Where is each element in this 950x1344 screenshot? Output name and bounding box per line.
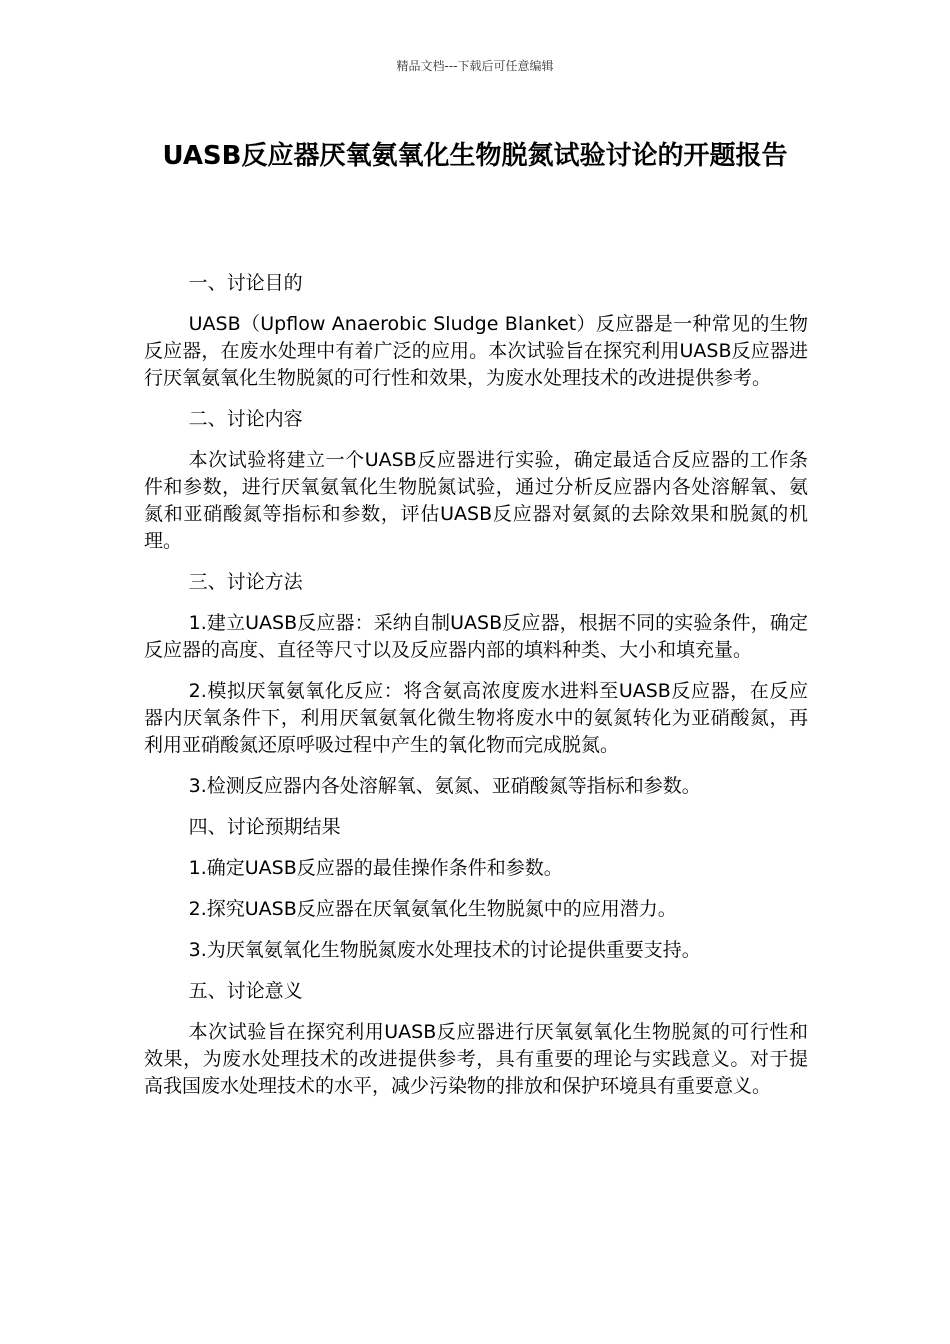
paragraph: 3.为厌氧氨氧化生物脱氮废水处理技术的讨论提供重要支持。 <box>188 939 701 961</box>
document-title: UASB反应器厌氧氨氧化生物脱氮试验讨论的开题报告 <box>162 141 788 171</box>
section-heading: 五、讨论意义 <box>188 980 303 1002</box>
paragraph: UASB（Upflow Anaerobic Sludge Blanket）反应器是一种常见的生物反应器，在废水处理中有着广泛的应用。本次试验旨在探究利用UASB反应器进行厌氧氨氧化生物脱氮的可行性和效果，为废水处理技术的改进提供参考。 <box>144 313 808 389</box>
section-significance <box>144 978 808 1100</box>
section-heading: 四、讨论预期结果 <box>188 816 341 838</box>
section-heading: 一、讨论目的 <box>188 272 303 294</box>
paragraph: 本次试验将建立一个UASB反应器进行实验，确定最适合反应器的工作条件和参数，进行厌氧氨氧化生物脱氮试验，通过分析反应器内各处溶解氧、氨氮和亚硝酸氮等指标和参数，评估UASB反应器对氨氮的去除效果和脱氮的机理。 <box>144 449 808 552</box>
paragraph: 本次试验旨在探究利用UASB反应器进行厌氧氨氧化生物脱氮的可行性和效果，为废水处理技术的改进提供参考，具有重要的理论与实践意义。对于提高我国废水处理技术的水平，减少污染物的排放和保护环境具有重要意义。 <box>144 1021 808 1097</box>
header-note: 精品文档---下载后可任意编辑 <box>396 59 554 73</box>
paragraph: 2.探究UASB反应器在厌氧氨氧化生物脱氮中的应用潜力。 <box>188 898 677 920</box>
document-body <box>144 270 808 1114</box>
section-purpose <box>144 270 808 392</box>
section-expected-results <box>144 814 808 964</box>
section-heading: 三、讨论方法 <box>188 571 303 593</box>
paragraph: 2.模拟厌氧氨氧化反应：将含氨高浓度废水进料至UASB反应器，在反应器内厌氧条件下，利用厌氧氨氧化微生物将废水中的氨氮转化为亚硝酸氮，再利用亚硝酸氮还原呼吸过程中产生的氧化物而完成脱氮。 <box>144 680 808 756</box>
section-heading: 二、讨论内容 <box>188 408 303 430</box>
section-content <box>144 406 808 555</box>
paragraph: 1.建立UASB反应器：采纳自制UASB反应器，根据不同的实验条件，确定反应器的高度、直径等尺寸以及反应器内部的填料种类、大小和填充量。 <box>144 612 808 661</box>
paragraph: 3.检测反应器内各处溶解氧、氨氮、亚硝酸氮等指标和参数。 <box>188 775 701 797</box>
paragraph: 1.确定UASB反应器的最佳操作条件和参数。 <box>188 857 563 879</box>
section-method <box>144 569 808 800</box>
